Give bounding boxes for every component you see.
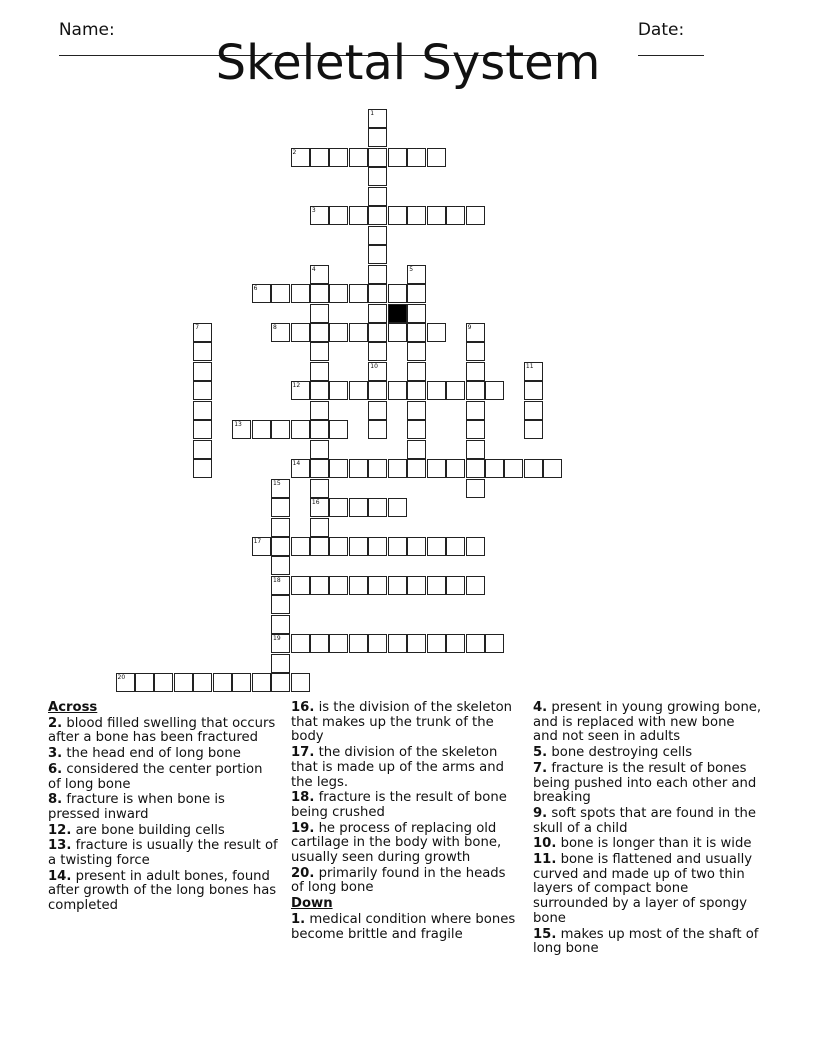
grid-cell[interactable] — [310, 342, 329, 361]
grid-cell[interactable] — [310, 459, 329, 478]
clue-number-label: 12. — [48, 822, 72, 838]
grid-cell[interactable] — [427, 381, 446, 400]
grid-cell[interactable] — [271, 576, 290, 595]
clue-across-8 — [48, 793, 278, 822]
clue-number: 10 — [370, 362, 378, 370]
grid-cell[interactable] — [388, 284, 407, 303]
grid-cell[interactable] — [291, 381, 310, 400]
grid-cell[interactable] — [466, 401, 485, 420]
grid-cell[interactable] — [252, 537, 271, 556]
clue-number-label: 11. — [533, 852, 557, 868]
clue-number-label: 16. — [291, 700, 315, 715]
grid-cell[interactable] — [349, 381, 368, 400]
grid-cell[interactable] — [427, 576, 446, 595]
clue-number-label: 2. — [48, 715, 63, 731]
grid-cell[interactable] — [427, 459, 446, 478]
clue-number: 15 — [273, 479, 281, 487]
grid-cell[interactable] — [368, 265, 387, 284]
clue-number-label: 20. — [291, 865, 315, 881]
clue-number-label: 5. — [533, 745, 548, 761]
clue-number: 19 — [273, 635, 281, 643]
grid-cell[interactable] — [466, 479, 485, 498]
grid-cell[interactable] — [310, 576, 329, 595]
grid-cell[interactable] — [368, 381, 387, 400]
grid-cell[interactable] — [524, 362, 543, 381]
grid-cell[interactable] — [466, 362, 485, 381]
grid-cell[interactable] — [174, 673, 193, 692]
clue-text: primarily found in the heads of long bone — [291, 865, 506, 896]
clue-number-label: 17. — [291, 745, 315, 761]
grid-cell[interactable] — [466, 634, 485, 653]
clue-number-label: 15. — [533, 926, 557, 942]
clue-number: 14 — [292, 460, 301, 468]
clue-number: 5 — [409, 265, 414, 273]
grid-cell[interactable] — [368, 109, 387, 128]
grid-cell[interactable] — [388, 323, 407, 342]
grid-cell[interactable] — [193, 342, 212, 361]
grid-cell[interactable] — [154, 673, 173, 692]
clue-number: 16 — [311, 499, 320, 506]
grid-cell[interactable] — [349, 576, 368, 595]
clue-number: 2 — [292, 148, 297, 156]
clues-column-1 — [48, 701, 278, 915]
grid-cell[interactable] — [349, 459, 368, 478]
grid-cell[interactable] — [368, 634, 387, 653]
grid-cell[interactable] — [427, 206, 446, 225]
clue-text: fracture is when bone is pressed inward — [48, 792, 225, 822]
grid-cell[interactable] — [407, 537, 426, 556]
grid-cell[interactable] — [368, 245, 387, 264]
grid-cell[interactable] — [271, 654, 290, 673]
grid-cell[interactable] — [466, 420, 485, 439]
grid-cell[interactable] — [407, 342, 426, 361]
clue-across-14 — [48, 870, 278, 914]
grid-cell[interactable] — [407, 284, 426, 303]
clue-text: bone destroying cells — [547, 745, 693, 761]
grid-cell[interactable] — [310, 304, 329, 323]
clue-number-label: 4. — [533, 700, 548, 715]
grid-cell[interactable] — [329, 537, 348, 556]
clue-down-5 — [533, 746, 763, 761]
grid-cell[interactable] — [291, 537, 310, 556]
grid-cell[interactable] — [524, 401, 543, 420]
grid-cell[interactable] — [271, 556, 290, 575]
clue-number: 1 — [370, 110, 375, 117]
clue-number-label: 8. — [48, 792, 63, 808]
grid-cell[interactable] — [466, 537, 485, 556]
clue-number-label: 1. — [291, 911, 306, 927]
grid-cell[interactable] — [407, 265, 426, 284]
grid-cell[interactable] — [388, 537, 407, 556]
clue-down-15 — [533, 928, 763, 957]
grid-cell[interactable] — [466, 440, 485, 459]
grid-cell[interactable] — [193, 323, 212, 342]
across-heading: Across — [48, 700, 98, 715]
grid-cell[interactable] — [291, 420, 310, 439]
grid-cell[interactable] — [466, 459, 485, 478]
grid-cell[interactable] — [271, 634, 290, 653]
grid-cell[interactable] — [116, 673, 135, 692]
grid-cell[interactable] — [310, 498, 329, 517]
grid-cell[interactable] — [427, 537, 446, 556]
clue-down-10 — [533, 837, 763, 852]
grid-cell[interactable] — [349, 323, 368, 342]
grid-cell[interactable] — [407, 381, 426, 400]
clue-across-18 — [291, 791, 521, 820]
clue-number-label: 3. — [48, 746, 63, 762]
clues-column-2 — [291, 701, 521, 943]
clue-text: present in young growing bone, and is replaced with new bone and not seen in adults — [533, 700, 762, 745]
page-title: Skeletal System — [215, 35, 601, 91]
grid-cell[interactable] — [271, 537, 290, 556]
grid-cell[interactable] — [193, 401, 212, 420]
grid-cell[interactable] — [446, 459, 465, 478]
grid-cell[interactable] — [329, 498, 348, 517]
grid-cell[interactable] — [310, 479, 329, 498]
clue-number-label: 19. — [291, 820, 315, 836]
grid-cell[interactable] — [407, 323, 426, 342]
clue-number-label: 18. — [291, 790, 315, 806]
clue-text: are bone building cells — [71, 822, 225, 838]
clue-down-9 — [533, 807, 763, 836]
grid-cell[interactable] — [543, 459, 562, 478]
grid-cell[interactable] — [291, 148, 310, 167]
grid-cell[interactable] — [329, 459, 348, 478]
grid-cell[interactable] — [427, 323, 446, 342]
grid-cell[interactable] — [388, 459, 407, 478]
clue-across-13 — [48, 839, 278, 868]
clue-number: 11 — [525, 362, 534, 370]
grid-cell[interactable] — [485, 381, 504, 400]
grid-cell[interactable] — [368, 420, 387, 439]
grid-cell[interactable] — [329, 576, 348, 595]
clue-number: 17 — [253, 537, 262, 545]
clue-text: the division of the skeleton that is made up of the arms and the legs. — [291, 745, 504, 790]
grid-cell[interactable] — [329, 381, 348, 400]
grid-cell[interactable] — [368, 498, 387, 517]
grid-cell[interactable] — [291, 634, 310, 653]
grid-cell[interactable] — [310, 420, 329, 439]
grid-cell[interactable] — [446, 537, 465, 556]
grid-cell[interactable] — [271, 673, 290, 692]
grid-cell[interactable] — [291, 576, 310, 595]
grid-cell[interactable] — [368, 304, 387, 323]
clue-number: 6 — [253, 285, 258, 292]
grid-cell[interactable] — [271, 595, 290, 614]
grid-cell[interactable] — [291, 323, 310, 342]
grid-cell[interactable] — [368, 167, 387, 186]
clue-text: he process of replacing old cartilage in the body with bone, usually seen during growth — [291, 820, 502, 866]
grid-cell[interactable] — [368, 148, 387, 167]
grid-cell[interactable] — [193, 440, 212, 459]
grid-cell[interactable] — [310, 518, 329, 537]
grid-cell[interactable] — [368, 323, 387, 342]
grid-cell[interactable] — [407, 634, 426, 653]
grid-cell[interactable] — [310, 362, 329, 381]
grid-cell[interactable] — [291, 284, 310, 303]
grid-cell[interactable] — [329, 206, 348, 225]
grid-cell[interactable] — [407, 576, 426, 595]
grid-cell[interactable] — [329, 148, 348, 167]
clue-number: 13 — [234, 421, 242, 429]
grid-cell[interactable] — [368, 342, 387, 361]
grid-cell[interactable] — [446, 576, 465, 595]
clue-number: 18 — [273, 576, 281, 584]
grid-cell[interactable] — [349, 206, 368, 225]
grid-cell[interactable] — [368, 187, 387, 206]
grid-cell[interactable] — [524, 381, 543, 400]
grid-cell[interactable] — [485, 459, 504, 478]
grid-cell[interactable] — [368, 206, 387, 225]
grid-cell[interactable] — [504, 459, 523, 478]
clue-text: is the division of the skeleton that makes up the trunk of the body — [291, 700, 513, 745]
grid-cell[interactable] — [193, 381, 212, 400]
clue-across-3 — [48, 747, 278, 762]
grid-cell[interactable] — [446, 634, 465, 653]
grid-cell[interactable] — [271, 284, 290, 303]
grid-cell[interactable] — [271, 498, 290, 517]
grid-cell[interactable] — [524, 459, 543, 478]
grid-cell[interactable] — [368, 537, 387, 556]
grid-cell[interactable] — [310, 440, 329, 459]
grid-cell[interactable] — [427, 148, 446, 167]
grid-cell[interactable] — [310, 265, 329, 284]
grid-cell[interactable] — [407, 440, 426, 459]
grid-cell[interactable] — [329, 420, 348, 439]
grid-cell[interactable] — [232, 673, 251, 692]
grid-cell[interactable] — [349, 284, 368, 303]
clue-text: present in adult bones, found after growth of the long bones has completed — [48, 868, 277, 914]
grid-cell[interactable] — [407, 401, 426, 420]
grid-cell[interactable] — [388, 498, 407, 517]
grid-cell[interactable] — [407, 304, 426, 323]
clue-across-20 — [291, 867, 521, 896]
grid-cell[interactable] — [388, 381, 407, 400]
clue-down-1 — [291, 913, 521, 942]
grid-cell[interactable] — [466, 576, 485, 595]
clue-down-4 — [533, 701, 763, 745]
clue-across-2 — [48, 717, 278, 746]
grid-cell[interactable] — [446, 381, 465, 400]
date-label: Date: — [637, 20, 685, 40]
clue-text: medical condition where bones become brittle and fragile — [291, 911, 516, 942]
grid-cell[interactable] — [466, 381, 485, 400]
grid-cell[interactable] — [271, 479, 290, 498]
grid-cell[interactable] — [271, 615, 290, 634]
clue-number-label: 6. — [48, 761, 63, 777]
grid-cell[interactable] — [349, 537, 368, 556]
clue-number: 20 — [117, 674, 126, 681]
clue-number-label: 14. — [48, 868, 72, 884]
clue-across-16 — [291, 701, 521, 745]
clue-across-19 — [291, 822, 521, 866]
grid-cell[interactable] — [466, 342, 485, 361]
clue-text: fracture is the result of bone being crushed — [291, 790, 507, 820]
clue-text: fracture is usually the result of a twisting force — [48, 838, 278, 869]
grid-cell[interactable] — [407, 206, 426, 225]
grid-cell[interactable] — [524, 420, 543, 439]
grid-cell[interactable] — [193, 673, 212, 692]
grid-cell[interactable] — [310, 148, 329, 167]
grid-cell[interactable] — [368, 226, 387, 245]
grid-cell[interactable] — [466, 206, 485, 225]
grid-cell[interactable] — [388, 148, 407, 167]
clue-number: 4 — [311, 265, 316, 273]
clue-text: considered the center portion of long bone — [48, 761, 263, 792]
grid-cell[interactable] — [349, 148, 368, 167]
grid-cell[interactable] — [485, 634, 504, 653]
grid-cell[interactable] — [368, 459, 387, 478]
clue-text: the head end of long bone — [62, 746, 241, 762]
grid-cell[interactable] — [329, 284, 348, 303]
clue-number: 12 — [292, 382, 301, 390]
clue-text: fracture is the result of bones being pushed into each other and breaking — [533, 760, 757, 806]
grid-cell[interactable] — [329, 634, 348, 653]
clue-down-11 — [533, 853, 763, 927]
grid-cell[interactable] — [252, 420, 271, 439]
grid-cell[interactable] — [368, 362, 387, 381]
grid-cell[interactable] — [310, 381, 329, 400]
grid-cell[interactable] — [193, 459, 212, 478]
grid-cell[interactable] — [446, 206, 465, 225]
grid-cell[interactable] — [271, 323, 290, 342]
clue-text: bone is flattened and usually curved and made up of two thin layers of compact bone surrounded by a layer of spongy bone — [533, 852, 753, 926]
grid-cell[interactable] — [310, 634, 329, 653]
grid-cell[interactable] — [388, 576, 407, 595]
grid-cell[interactable] — [213, 673, 232, 692]
grid-cell[interactable] — [193, 362, 212, 381]
clue-across-12 — [48, 824, 278, 839]
grid-cell[interactable] — [291, 673, 310, 692]
clue-across-17 — [291, 746, 521, 790]
grid-cell[interactable] — [252, 673, 271, 692]
grid-cell[interactable] — [193, 420, 212, 439]
grid-cell[interactable] — [407, 362, 426, 381]
clue-number-label: 9. — [533, 805, 548, 821]
clue-number: 3 — [311, 207, 316, 215]
clue-text: makes up most of the shaft of long bone — [533, 926, 759, 957]
grid-cell[interactable] — [291, 459, 310, 478]
grid-cell[interactable] — [271, 518, 290, 537]
clue-number-label: 13. — [48, 838, 72, 854]
grid-cell[interactable] — [368, 401, 387, 420]
clue-text: blood filled swelling that occurs after a bone has been fractured — [48, 715, 276, 746]
grid-cell[interactable] — [310, 323, 329, 342]
name-label: Name: — [58, 20, 115, 40]
grid-cell[interactable] — [368, 284, 387, 303]
clue-number: 8 — [273, 323, 277, 331]
grid-cell[interactable] — [349, 634, 368, 653]
grid-cell[interactable] — [427, 634, 446, 653]
clue-number-label: 7. — [533, 760, 548, 776]
grid-cell[interactable] — [310, 401, 329, 420]
clue-number: 7 — [195, 323, 200, 331]
grid-cell[interactable] — [252, 284, 271, 303]
clue-number-label: 10. — [533, 836, 557, 852]
grid-cell[interactable] — [135, 673, 154, 692]
grid-cell[interactable] — [271, 420, 290, 439]
grid-cell[interactable] — [466, 323, 485, 342]
clue-text: soft spots that are found in the skull of a child — [533, 805, 756, 836]
grid-cell[interactable] — [310, 537, 329, 556]
grid-cell[interactable] — [407, 420, 426, 439]
grid-cell[interactable] — [329, 323, 348, 342]
clue-down-7 — [533, 762, 763, 806]
grid-cell[interactable] — [368, 576, 387, 595]
grid-cell[interactable] — [349, 498, 368, 517]
down-heading: Down — [291, 896, 333, 912]
clues-column-3 — [533, 701, 763, 958]
grid-cell[interactable] — [388, 634, 407, 653]
grid-cell[interactable] — [407, 148, 426, 167]
clue-across-6 — [48, 763, 278, 792]
grid-cell[interactable] — [310, 284, 329, 303]
grid-cell[interactable] — [388, 206, 407, 225]
grid-cell[interactable] — [232, 420, 251, 439]
clue-number: 9 — [467, 323, 472, 331]
black-cell — [388, 304, 407, 323]
grid-cell[interactable] — [310, 206, 329, 225]
grid-cell[interactable] — [407, 459, 426, 478]
grid-cell[interactable] — [368, 128, 387, 147]
clue-text: bone is longer than it is wide — [556, 836, 752, 852]
